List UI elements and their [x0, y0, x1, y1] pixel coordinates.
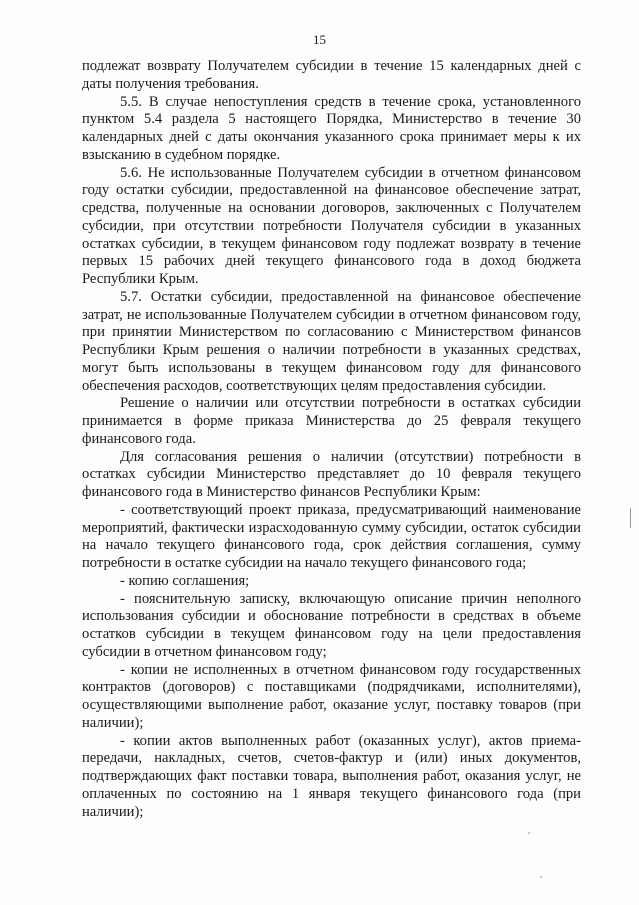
list-item-agreement-copy: - копию соглашения; [120, 572, 250, 589]
paragraph-5-5: 5.5. В случае непоступления средств в течение срока, установленного пунктом 5.4 раздела 5 настоящего Порядка, Министерство в течение 30 календарных дней с даты окончания указанного срока принимает меры к их взысканию в судебном порядке. [82, 93, 581, 163]
list-item-contract-copies: - копии не исполненных в отчетном финансовом году государственных контрактов (договоров) с поставщиками (подрядчиками, исполнителями), осуществляющими выполнение работ, оказание услуг, поставку товаров (при наличии); [82, 661, 581, 731]
list-item-act-copies: - копии актов выполненных работ (оказанных услуг), актов приема-передачи, накладных, счетов, счетов-фактур и (или) иных документов, подтверждающих факт поставки товара, выполнения работ, оказания услуг, не оплаченных по состоянию на 1 января текущего финансового года (при наличии); [82, 732, 581, 820]
paragraph-decision: Решение о наличии или отсутствии потребности в остатках субсидии принимается в форме приказа Министерства до 25 февраля текущего финансового года. [82, 395, 581, 447]
scan-artifact [528, 832, 530, 834]
scan-artifact [540, 876, 542, 878]
list-item-explanatory-note: - пояснительную записку, включающую описание причин неполного использования субсидии и обоснование потребности в средствах в объеме остатков субсидии в текущем финансовом году на цели предоставления субсидии в отчетном финансовом году; [82, 590, 581, 660]
paragraph-approval: Для согласования решения о наличии (отсутствии) потребности в остатках субсидии Министерство представляет до 10 февраля текущего финансового года в Министерство финансов Республики Крым: [82, 448, 581, 500]
list-item-draft-order: - соответствующий проект приказа, предусматривающий наименование мероприятий, фактически израсходованную сумму субсидии, остаток субсидии на начало текущего финансового года, срок действия соглашения, сумму потребности в остатке субсидии на начало текущего финансового года; [82, 501, 581, 571]
scan-artifact [630, 508, 631, 528]
paragraph-5-7: 5.7. Остатки субсидии, предоставленной на финансовое обеспечение затрат, не использованные Получателем субсидии в отчетном финансовом году, при принятии Министерством по согласованию с Министерством финансов Республики Крым решения о наличии потребности в указанных средствах, могут быть использованы в текущем финансовом году для финансового обеспечения расходов, соответствующих целям предоставления субсидии. [82, 288, 581, 394]
paragraph-5-6: 5.6. Не использованные Получателем субсидии в отчетном финансовом году остатки субсидии, предоставленной на финансовое обеспечение затрат, средства, полученные на основании договоров, заключенных с Получателем субсидии, при отсутствии потребности Получателя субсидии в указанных остатках субсидии, в текущем финансовом году подлежат возврату в течение первых 15 рабочих дней текущего финансового года в доход бюджета Республики Крым. [82, 164, 581, 287]
page-number: 15 [313, 32, 326, 47]
paragraph-continuation: подлежат возврату Получателем субсидии в течение 15 календарных дней с даты получения требования. [82, 58, 581, 92]
document-body [82, 58, 581, 821]
